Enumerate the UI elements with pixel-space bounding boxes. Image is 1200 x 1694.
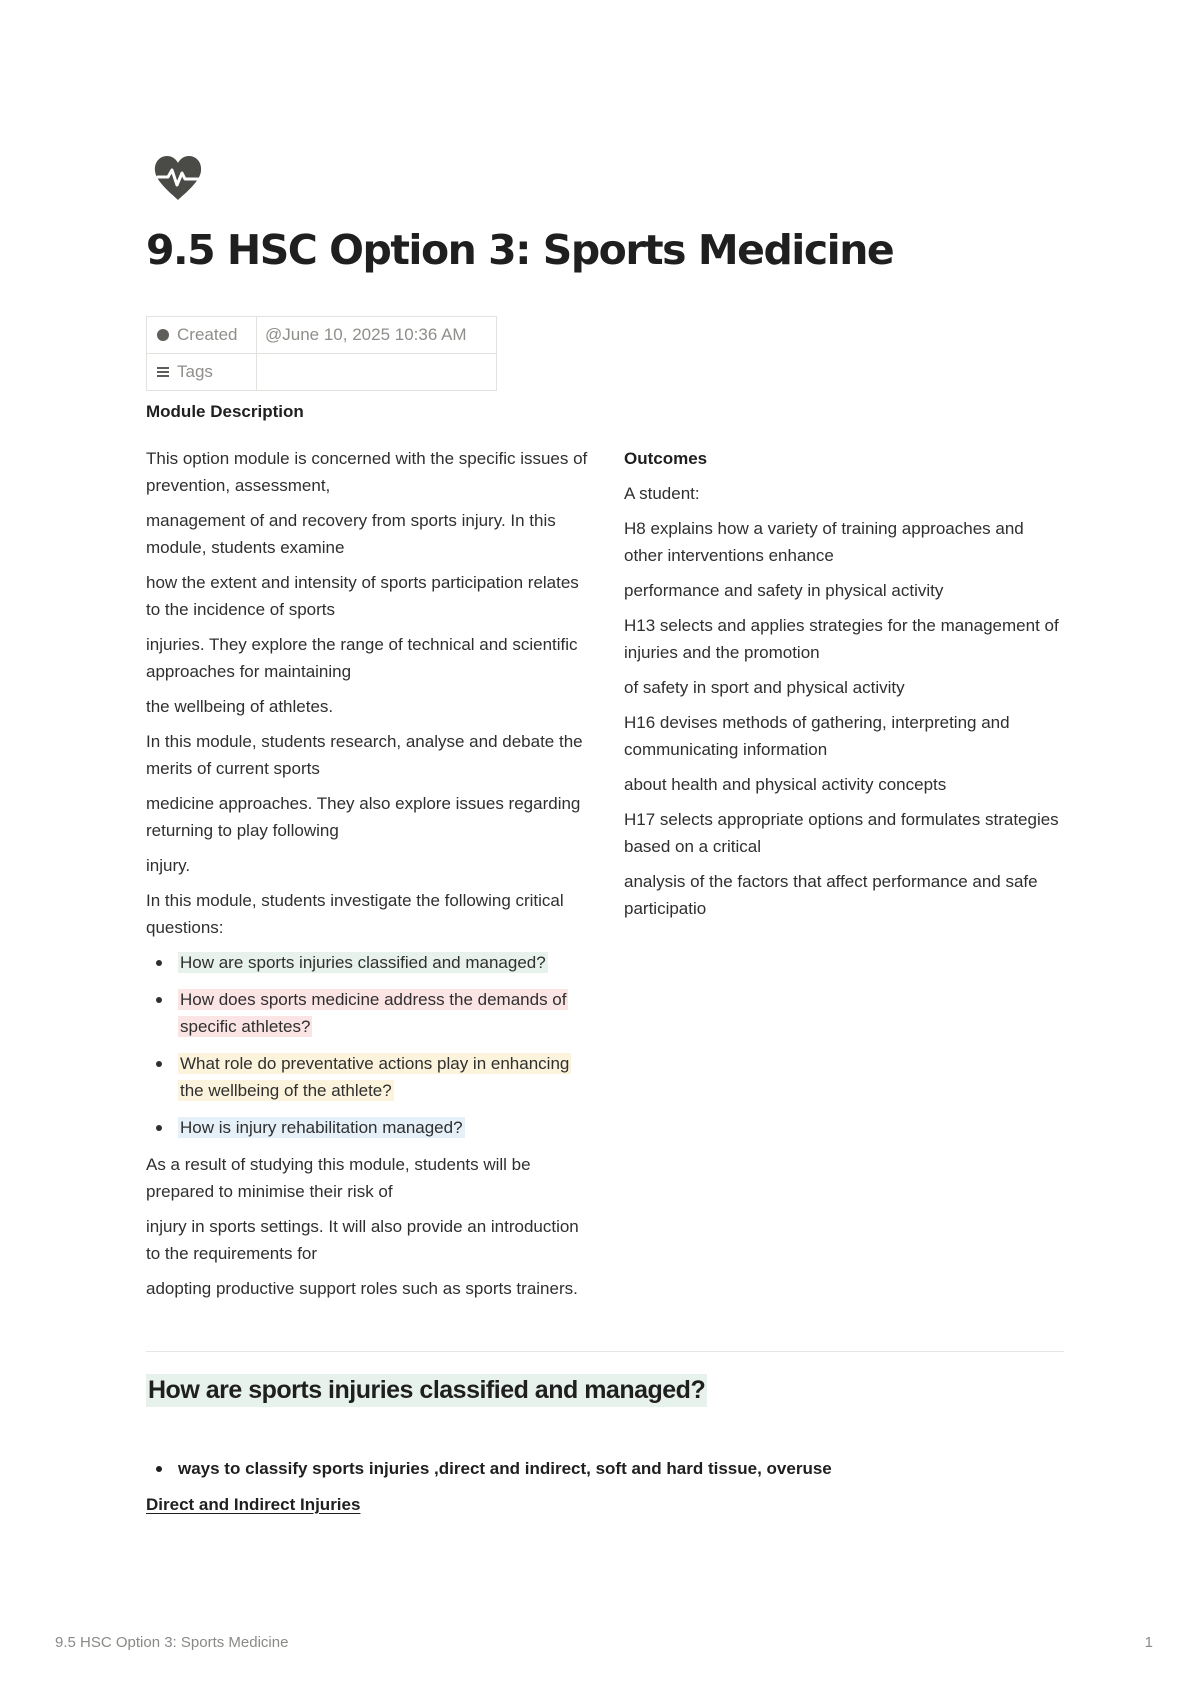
outcome-line: about health and physical activity concepts: [624, 775, 947, 794]
section-heading: How are sports injuries classified and managed?: [146, 1374, 707, 1407]
outcomes-column: [624, 445, 1064, 930]
description-paragraph: how the extent and intensity of sports participation relates to the incidence of sports: [146, 573, 579, 619]
page-number: 1: [1144, 1634, 1153, 1651]
description-paragraph: medicine approaches. They also explore issues regarding returning to play following: [146, 794, 581, 840]
created-label: Created: [177, 325, 238, 344]
tags-value[interactable]: [257, 354, 497, 391]
divider: [146, 1351, 1064, 1352]
list-icon: [155, 362, 171, 382]
module-description-heading: Module Description: [146, 402, 304, 421]
outcome-line: analysis of the factors that affect performance and safe participatio: [624, 872, 1038, 918]
description-paragraph: In this module, students research, analyse and debate the merits of current sports: [146, 732, 583, 778]
list-item: ways to classify sports injuries ,direct and indirect, soft and hard tissue, overuse: [146, 1455, 832, 1482]
outcomes-heading: Outcomes: [624, 449, 708, 468]
property-tags: [147, 354, 497, 391]
outcome-line: H8 explains how a variety of training approaches and other interventions enhance: [624, 519, 1024, 565]
properties-table: [146, 316, 497, 391]
clock-icon: [155, 325, 171, 345]
description-paragraph: In this module, students investigate the following critical questions:: [146, 891, 564, 937]
tags-label: Tags: [177, 362, 213, 381]
property-created-key: [147, 317, 257, 354]
question-text: How is injury rehabilitation managed?: [180, 1118, 463, 1137]
question-text: What role do preventative actions play in enhancing the wellbeing of the athlete?: [180, 1054, 570, 1100]
description-paragraph: injury.: [146, 856, 191, 875]
page-icon: [150, 150, 206, 206]
outcome-line: H16 devises methods of gathering, interpreting and communicating information: [624, 713, 1010, 759]
list-item: [146, 986, 591, 1040]
module-description-column: [146, 445, 591, 1310]
property-tags-key: [147, 354, 257, 391]
direct-indirect-heading: Direct and Indirect Injuries: [146, 1495, 361, 1514]
outcome-line: H13 selects and applies strategies for the management of injuries and the promotion: [624, 616, 1059, 662]
list-item: [146, 949, 591, 976]
description-paragraph: injuries. They explore the range of technical and scientific approaches for maintaining: [146, 635, 578, 681]
outcome-line: A student:: [624, 484, 700, 503]
outcome-line: performance and safety in physical activity: [624, 581, 944, 600]
footer-title: 9.5 HSC Option 3: Sports Medicine: [55, 1634, 289, 1651]
classification-list: [146, 1455, 832, 1482]
list-item: [146, 1050, 591, 1104]
created-value[interactable]: @June 10, 2025 10:36 AM: [257, 317, 497, 354]
question-text: How does sports medicine address the demands of specific athletes?: [180, 990, 567, 1036]
description-paragraph: This option module is concerned with the specific issues of prevention, assessment,: [146, 449, 588, 495]
critical-questions-list: [146, 949, 591, 1141]
heart-pulse-icon: [150, 150, 206, 206]
question-text: How are sports injuries classified and managed?: [180, 953, 546, 972]
description-paragraph: injury in sports settings. It will also provide an introduction to the requirements for: [146, 1217, 579, 1263]
outcome-line: of safety in sport and physical activity: [624, 678, 905, 697]
description-paragraph: management of and recovery from sports injury. In this module, students examine: [146, 511, 556, 557]
page-title: 9.5 HSC Option 3: Sports Medicine: [146, 226, 894, 274]
description-paragraph: adopting productive support roles such as sports trainers.: [146, 1279, 578, 1298]
property-created: [147, 317, 497, 354]
outcome-line: H17 selects appropriate options and formulates strategies based on a critical: [624, 810, 1059, 856]
list-item: [146, 1114, 591, 1141]
description-paragraph: As a result of studying this module, students will be prepared to minimise their risk of: [146, 1155, 531, 1201]
description-paragraph: the wellbeing of athletes.: [146, 697, 334, 716]
